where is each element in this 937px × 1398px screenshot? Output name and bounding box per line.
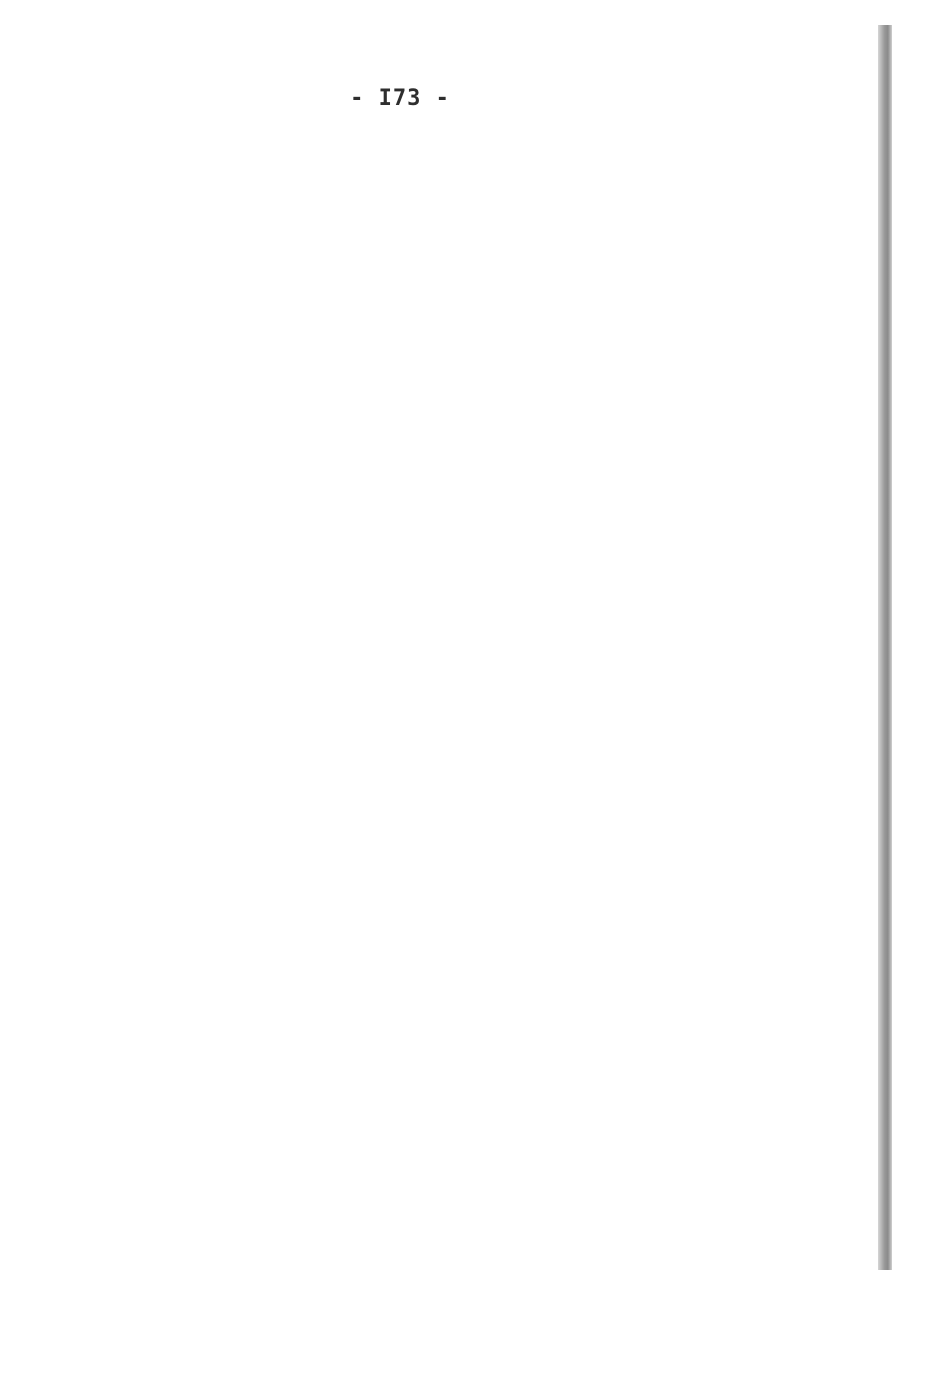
page-number: - I73 -: [350, 86, 450, 111]
page-edge-shadow: [878, 25, 892, 1270]
